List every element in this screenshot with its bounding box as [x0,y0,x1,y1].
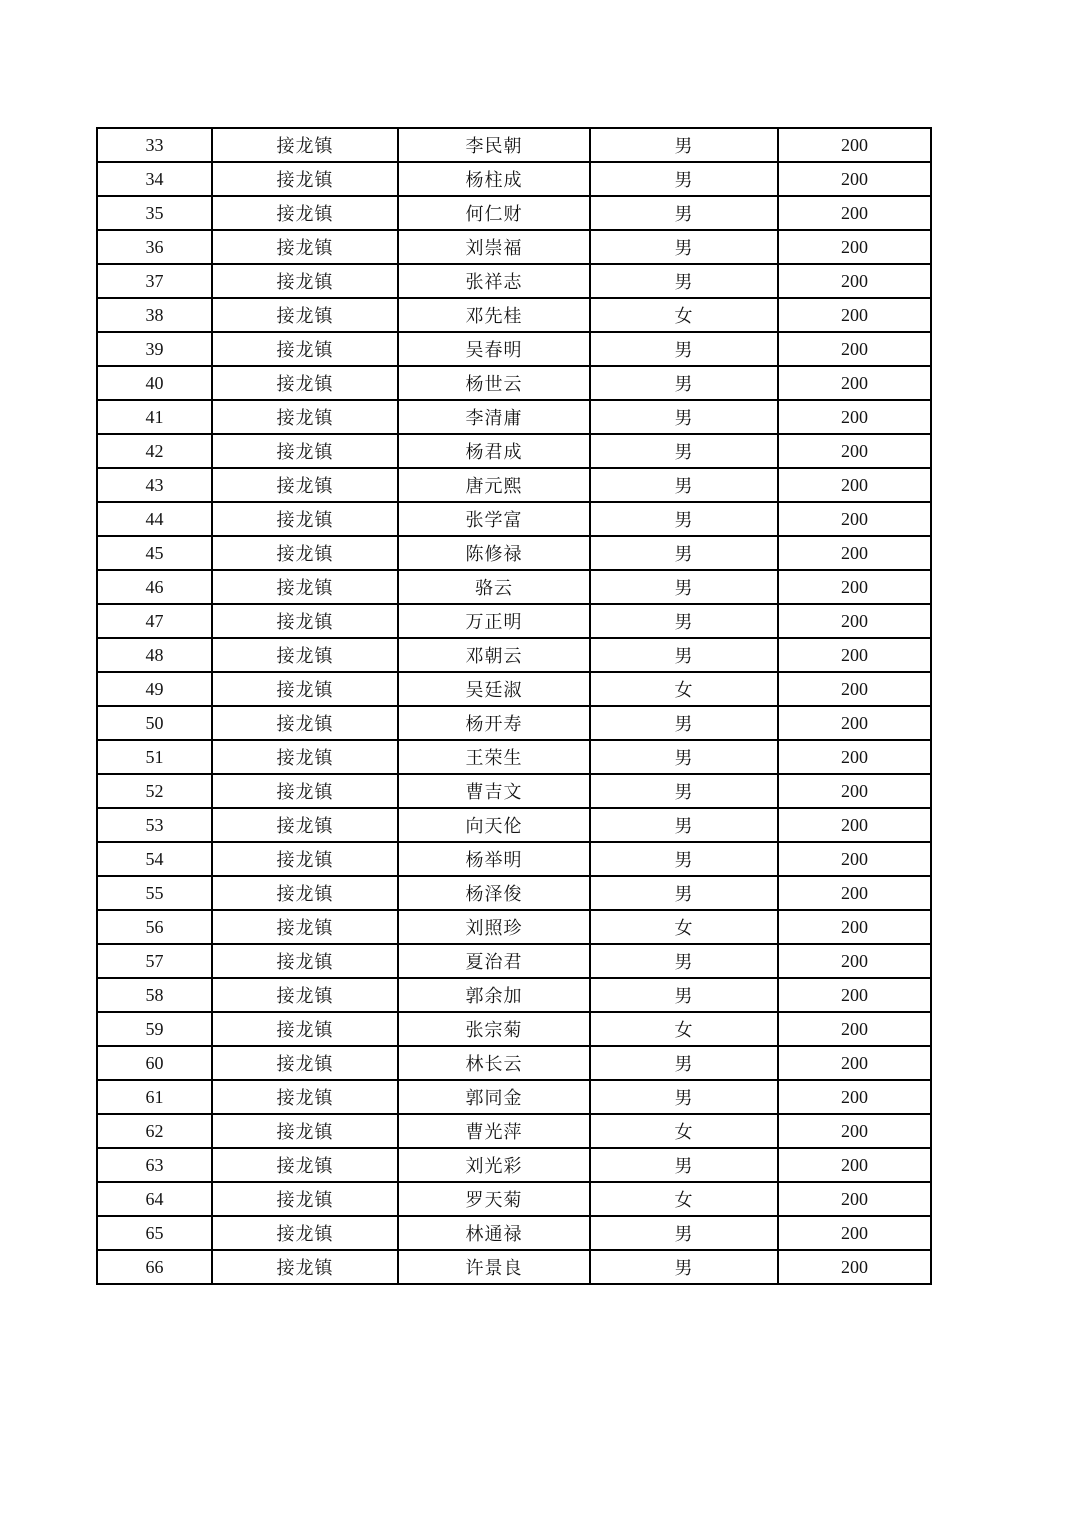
cell-town: 接龙镇 [212,264,398,298]
cell-name: 邓先桂 [398,298,590,332]
cell-amount: 200 [778,1114,931,1148]
table-row [97,706,931,740]
cell-serial: 34 [97,162,212,196]
cell-gender: 男 [590,842,778,876]
cell-amount: 200 [778,978,931,1012]
cell-town: 接龙镇 [212,774,398,808]
document-page [96,127,932,1285]
table-row [97,162,931,196]
cell-serial: 36 [97,230,212,264]
table-row [97,944,931,978]
cell-name: 夏治君 [398,944,590,978]
roster-body [97,128,931,1284]
cell-name: 刘光彩 [398,1148,590,1182]
cell-name: 陈修禄 [398,536,590,570]
cell-name: 何仁财 [398,196,590,230]
cell-town: 接龙镇 [212,1012,398,1046]
cell-serial: 52 [97,774,212,808]
table-row [97,128,931,162]
table-row [97,978,931,1012]
cell-name: 吴春明 [398,332,590,366]
table-row [97,1182,931,1216]
cell-serial: 43 [97,468,212,502]
cell-town: 接龙镇 [212,1046,398,1080]
cell-serial: 40 [97,366,212,400]
table-row [97,1216,931,1250]
cell-amount: 200 [778,230,931,264]
cell-town: 接龙镇 [212,876,398,910]
cell-town: 接龙镇 [212,1182,398,1216]
cell-serial: 51 [97,740,212,774]
cell-amount: 200 [778,774,931,808]
cell-serial: 39 [97,332,212,366]
cell-serial: 58 [97,978,212,1012]
table-row [97,196,931,230]
cell-name: 郭余加 [398,978,590,1012]
cell-name: 杨泽俊 [398,876,590,910]
cell-amount: 200 [778,434,931,468]
cell-town: 接龙镇 [212,808,398,842]
cell-town: 接龙镇 [212,910,398,944]
cell-name: 曹光萍 [398,1114,590,1148]
roster-table [96,127,932,1285]
cell-amount: 200 [778,910,931,944]
cell-name: 骆云 [398,570,590,604]
cell-gender: 女 [590,1182,778,1216]
cell-gender: 男 [590,808,778,842]
cell-amount: 200 [778,1046,931,1080]
cell-gender: 男 [590,570,778,604]
cell-amount: 200 [778,842,931,876]
cell-amount: 200 [778,944,931,978]
table-row [97,842,931,876]
cell-name: 李清庸 [398,400,590,434]
table-row [97,1148,931,1182]
cell-town: 接龙镇 [212,1114,398,1148]
cell-serial: 42 [97,434,212,468]
cell-gender: 男 [590,1216,778,1250]
cell-gender: 女 [590,1012,778,1046]
cell-serial: 63 [97,1148,212,1182]
cell-gender: 男 [590,434,778,468]
cell-town: 接龙镇 [212,842,398,876]
cell-town: 接龙镇 [212,638,398,672]
cell-serial: 49 [97,672,212,706]
cell-name: 杨柱成 [398,162,590,196]
cell-gender: 男 [590,706,778,740]
cell-name: 杨君成 [398,434,590,468]
cell-town: 接龙镇 [212,502,398,536]
table-row [97,400,931,434]
cell-amount: 200 [778,400,931,434]
table-row [97,264,931,298]
cell-gender: 男 [590,978,778,1012]
cell-town: 接龙镇 [212,366,398,400]
cell-town: 接龙镇 [212,570,398,604]
cell-amount: 200 [778,1182,931,1216]
cell-amount: 200 [778,1012,931,1046]
cell-name: 邓朝云 [398,638,590,672]
cell-amount: 200 [778,876,931,910]
cell-serial: 61 [97,1080,212,1114]
cell-serial: 46 [97,570,212,604]
cell-gender: 女 [590,1114,778,1148]
cell-gender: 男 [590,264,778,298]
table-row [97,638,931,672]
table-row [97,604,931,638]
cell-amount: 200 [778,196,931,230]
cell-amount: 200 [778,672,931,706]
cell-gender: 男 [590,536,778,570]
table-row [97,876,931,910]
cell-gender: 女 [590,910,778,944]
table-row [97,230,931,264]
cell-serial: 54 [97,842,212,876]
table-row [97,910,931,944]
cell-gender: 男 [590,604,778,638]
cell-serial: 62 [97,1114,212,1148]
cell-gender: 男 [590,740,778,774]
cell-name: 郭同金 [398,1080,590,1114]
cell-town: 接龙镇 [212,468,398,502]
cell-serial: 64 [97,1182,212,1216]
cell-amount: 200 [778,298,931,332]
cell-serial: 59 [97,1012,212,1046]
table-row [97,366,931,400]
cell-name: 曹吉文 [398,774,590,808]
cell-amount: 200 [778,808,931,842]
cell-serial: 33 [97,128,212,162]
table-row [97,468,931,502]
cell-gender: 男 [590,502,778,536]
cell-name: 吴廷淑 [398,672,590,706]
cell-amount: 200 [778,1148,931,1182]
cell-gender: 男 [590,638,778,672]
cell-amount: 200 [778,604,931,638]
cell-serial: 55 [97,876,212,910]
table-row [97,672,931,706]
cell-serial: 35 [97,196,212,230]
cell-gender: 男 [590,196,778,230]
cell-town: 接龙镇 [212,434,398,468]
cell-amount: 200 [778,366,931,400]
cell-name: 罗天菊 [398,1182,590,1216]
table-row [97,1080,931,1114]
cell-town: 接龙镇 [212,1148,398,1182]
cell-town: 接龙镇 [212,706,398,740]
cell-gender: 男 [590,366,778,400]
cell-gender: 男 [590,1148,778,1182]
cell-town: 接龙镇 [212,604,398,638]
cell-amount: 200 [778,468,931,502]
cell-name: 林通禄 [398,1216,590,1250]
table-row [97,808,931,842]
cell-serial: 57 [97,944,212,978]
cell-name: 向天伦 [398,808,590,842]
cell-name: 王荣生 [398,740,590,774]
cell-serial: 37 [97,264,212,298]
cell-name: 李民朝 [398,128,590,162]
cell-town: 接龙镇 [212,536,398,570]
cell-gender: 男 [590,230,778,264]
cell-name: 万正明 [398,604,590,638]
cell-name: 杨开寿 [398,706,590,740]
cell-town: 接龙镇 [212,944,398,978]
cell-name: 张祥志 [398,264,590,298]
cell-name: 张宗菊 [398,1012,590,1046]
cell-amount: 200 [778,706,931,740]
cell-amount: 200 [778,1080,931,1114]
cell-name: 刘照珍 [398,910,590,944]
cell-town: 接龙镇 [212,162,398,196]
cell-town: 接龙镇 [212,400,398,434]
cell-name: 刘崇福 [398,230,590,264]
table-row [97,434,931,468]
cell-amount: 200 [778,570,931,604]
cell-amount: 200 [778,264,931,298]
table-row [97,502,931,536]
cell-gender: 男 [590,162,778,196]
cell-amount: 200 [778,1250,931,1284]
cell-amount: 200 [778,502,931,536]
table-row [97,298,931,332]
cell-serial: 38 [97,298,212,332]
cell-serial: 44 [97,502,212,536]
cell-name: 杨举明 [398,842,590,876]
cell-town: 接龙镇 [212,1216,398,1250]
table-row [97,740,931,774]
cell-town: 接龙镇 [212,1080,398,1114]
cell-town: 接龙镇 [212,298,398,332]
cell-gender: 男 [590,774,778,808]
cell-amount: 200 [778,638,931,672]
cell-gender: 男 [590,332,778,366]
cell-amount: 200 [778,740,931,774]
cell-gender: 男 [590,468,778,502]
cell-name: 许景良 [398,1250,590,1284]
cell-serial: 53 [97,808,212,842]
table-row [97,536,931,570]
cell-serial: 65 [97,1216,212,1250]
cell-serial: 66 [97,1250,212,1284]
cell-serial: 56 [97,910,212,944]
cell-amount: 200 [778,536,931,570]
cell-name: 张学富 [398,502,590,536]
cell-serial: 48 [97,638,212,672]
cell-town: 接龙镇 [212,230,398,264]
cell-name: 杨世云 [398,366,590,400]
cell-town: 接龙镇 [212,1250,398,1284]
cell-gender: 女 [590,672,778,706]
cell-town: 接龙镇 [212,128,398,162]
cell-gender: 男 [590,1080,778,1114]
cell-serial: 50 [97,706,212,740]
cell-gender: 男 [590,400,778,434]
cell-amount: 200 [778,162,931,196]
cell-serial: 41 [97,400,212,434]
cell-name: 林长云 [398,1046,590,1080]
cell-gender: 女 [590,298,778,332]
table-row [97,1114,931,1148]
cell-gender: 男 [590,876,778,910]
cell-town: 接龙镇 [212,978,398,1012]
cell-town: 接龙镇 [212,332,398,366]
table-row [97,332,931,366]
table-row [97,1012,931,1046]
cell-name: 唐元熙 [398,468,590,502]
cell-town: 接龙镇 [212,740,398,774]
cell-serial: 45 [97,536,212,570]
cell-gender: 男 [590,1046,778,1080]
table-row [97,570,931,604]
table-row [97,774,931,808]
cell-gender: 男 [590,944,778,978]
cell-gender: 男 [590,128,778,162]
table-row [97,1046,931,1080]
cell-serial: 47 [97,604,212,638]
cell-town: 接龙镇 [212,196,398,230]
cell-gender: 男 [590,1250,778,1284]
cell-amount: 200 [778,1216,931,1250]
cell-serial: 60 [97,1046,212,1080]
table-row [97,1250,931,1284]
cell-amount: 200 [778,128,931,162]
cell-town: 接龙镇 [212,672,398,706]
cell-amount: 200 [778,332,931,366]
